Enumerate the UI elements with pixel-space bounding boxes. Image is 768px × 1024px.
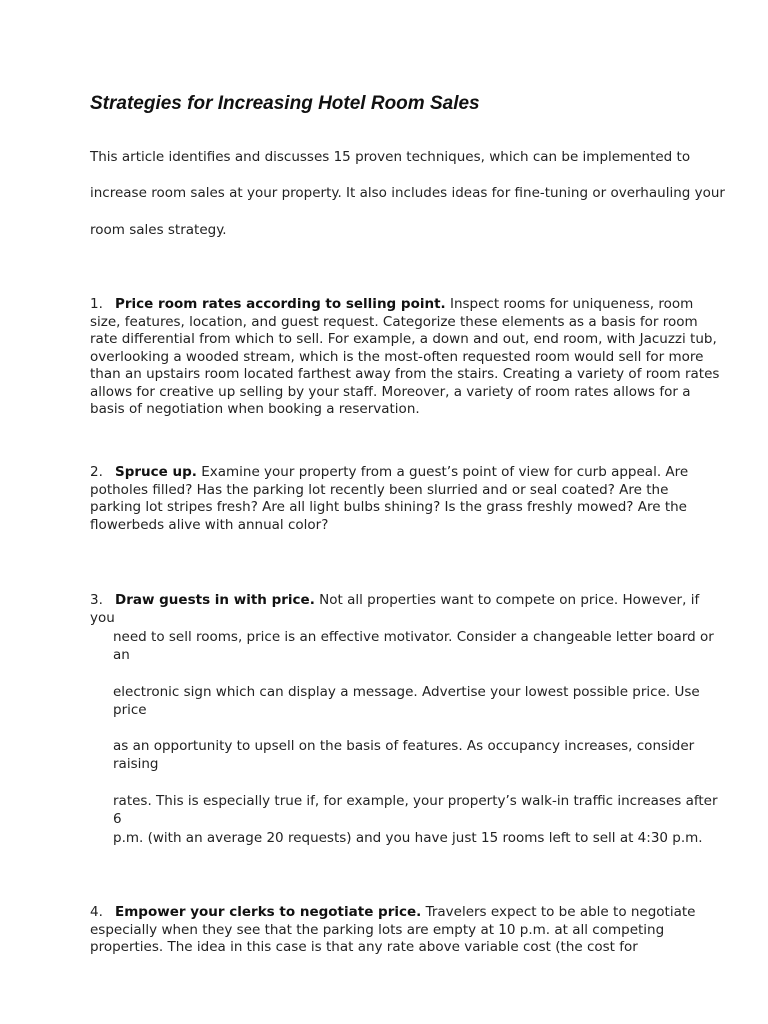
list-item-heading: Spruce up.	[115, 464, 197, 480]
document-title: Strategies for Increasing Hotel Room Sales	[90, 93, 480, 114]
list-item-4	[90, 904, 720, 957]
list-item-body: Examine your property from a guest’s point of view for curb appeal. Are potholes filled? Has the parking lot recently been slurried and or seal coated? Are the parking lot stripes fresh? Are all light bulbs shining? Is the grass freshly mowed? Are the flowerbeds alive with annual color?	[90, 464, 689, 533]
list-item-3-continuation-5: p.m. (with an average 20 requests) and you have just 15 rooms left to sell at 4:30 p.m.	[113, 830, 703, 846]
list-item-body: Travelers expect to be able to negotiate especially when they see that the parking lots are empty at 10 p.m. at all competing properties. The idea in this case is that any rate above variable cost (the cost for	[90, 904, 696, 955]
list-item-number: 2.	[90, 464, 103, 480]
list-item-heading: Empower your clerks to negotiate price.	[115, 904, 422, 920]
list-item-1	[90, 296, 720, 419]
list-item-3	[90, 592, 720, 627]
list-item-number: 3.	[90, 592, 103, 608]
list-item-3-continuation-1: need to sell rooms, price is an effective motivator. Consider a changeable letter board or an	[113, 629, 714, 663]
list-item-heading: Price room rates according to selling point.	[115, 296, 446, 312]
list-item-3-continuation-3: as an opportunity to upsell on the basis of features. As occupancy increases, consider raising	[113, 738, 695, 772]
list-item-heading: Draw guests in with price.	[115, 592, 315, 608]
list-item-body: Inspect rooms for uniqueness, room size, features, location, and guest request. Categorize these elements as a basis for room rate differential from which to sell. For example, a down and out, end room, with Jacuzzi tub, overlooking a wooded stream, which is the most-often requested room would sell for more than an upstairs room located farthest away from the stairs. Creating a variety of room rates allows for creative up selling by your staff. Moreover, a variety of room rates allows for a basis of negotiation when booking a reservation.	[90, 296, 720, 417]
list-item-number: 1.	[90, 296, 103, 312]
list-item-3-continuation-4: rates. This is especially true if, for example, your property’s walk-in traffic increases after 6	[113, 793, 718, 827]
intro-line-2: increase room sales at your property. It also includes ideas for fine-tuning or overhauling your	[90, 185, 725, 201]
list-item-2	[90, 464, 720, 534]
list-item-number: 4.	[90, 904, 103, 920]
list-item-3-continuation-2: electronic sign which can display a message. Advertise your lowest possible price. Use price	[113, 684, 700, 718]
list-item-body: Not all properties want to compete on price. However, if you	[90, 592, 700, 626]
intro-line-1: This article identifies and discusses 15 proven techniques, which can be implemented to	[90, 149, 691, 165]
intro-line-3: room sales strategy.	[90, 222, 227, 238]
